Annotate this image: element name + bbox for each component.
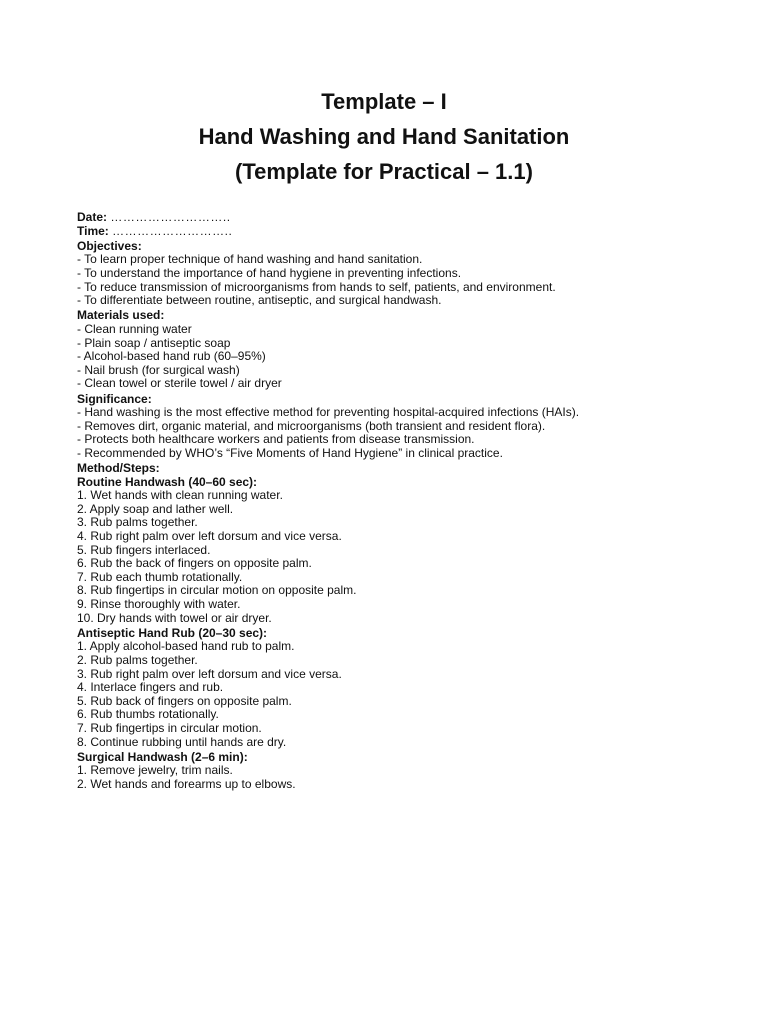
- document-title: [0, 84, 768, 189]
- routine-step: 9. Rinse thoroughly with water.: [77, 597, 241, 611]
- material-item: - Nail brush (for surgical wash): [77, 362, 240, 377]
- date-label: Date:: [77, 210, 108, 224]
- significance-item: - Removes dirt, organic material, and microorganisms (both transient and resident flora).: [77, 418, 546, 433]
- significance-heading: Significance:: [77, 391, 152, 406]
- surgical-heading: Surgical Handwash (2–6 min):: [77, 749, 248, 764]
- significance-item: - Hand washing is the most effective method for preventing hospital-acquired infections (HAIs).: [77, 405, 580, 420]
- routine-step: 10. Dry hands with towel or air dryer.: [77, 610, 272, 625]
- objective-item: - To reduce transmission of microorganisms from hands to self, patients, and environment.: [77, 279, 556, 294]
- time-field: [77, 225, 717, 239]
- date-field: [77, 211, 717, 225]
- objective-item: - To learn proper technique of hand washing and hand sanitation.: [77, 252, 423, 267]
- routine-step: 2. Apply soap and lather well.: [77, 501, 234, 516]
- material-item: - Clean towel or sterile towel / air dryer: [77, 376, 282, 391]
- material-item: - Plain soap / antiseptic soap: [77, 335, 231, 350]
- antiseptic-step: 7. Rub fingertips in circular motion.: [77, 720, 262, 735]
- significance-item: - Protects both healthcare workers and patients from disease transmission.: [77, 432, 475, 447]
- antiseptic-step: 1. Apply alcohol-based hand rub to palm.: [77, 639, 295, 654]
- materials-heading: Materials used:: [77, 308, 165, 323]
- antiseptic-step: 5. Rub back of fingers on opposite palm.: [77, 693, 292, 708]
- date-value: ………………………..: [110, 210, 231, 224]
- time-label: Time:: [77, 223, 109, 238]
- antiseptic-step: 2. Rub palms together.: [77, 652, 198, 667]
- significance-item: - Recommended by WHO’s “Five Moments of Hand Hygiene” in clinical practice.: [77, 445, 503, 460]
- objective-item: - To understand the importance of hand hygiene in preventing infections.: [77, 265, 462, 280]
- material-item: - Alcohol-based hand rub (60–95%): [77, 349, 266, 364]
- routine-step: 8. Rub fingertips in circular motion on opposite palm.: [77, 583, 357, 598]
- antiseptic-heading: Antiseptic Hand Rub (20–30 sec):: [77, 625, 268, 640]
- document-body: [77, 211, 717, 792]
- antiseptic-step: 8. Continue rubbing until hands are dry.: [77, 734, 287, 749]
- method-heading: Method/Steps:: [77, 461, 160, 476]
- routine-heading: Routine Handwash (40–60 sec):: [77, 474, 258, 489]
- surgical-step: 1. Remove jewelry, trim nails.: [77, 763, 233, 778]
- material-item: - Clean running water: [77, 321, 192, 336]
- routine-step: 4. Rub right palm over left dorsum and vice versa.: [77, 529, 342, 544]
- title-line: (Template for Practical – 1.1): [235, 159, 533, 184]
- objective-item: - To differentiate between routine, antiseptic, and surgical handwash.: [77, 293, 442, 308]
- routine-step: 6. Rub the back of fingers on opposite palm.: [77, 556, 312, 571]
- time-value: ………………………..: [112, 223, 233, 238]
- routine-step: 3. Rub palms together.: [77, 515, 198, 530]
- title-line: Hand Washing and Hand Sanitation: [198, 124, 570, 149]
- title-line: Template – I: [321, 89, 447, 114]
- routine-step: 7. Rub each thumb rotationally.: [77, 569, 243, 584]
- surgical-step: 2. Wet hands and forearms up to elbows.: [77, 776, 296, 791]
- routine-step: 5. Rub fingers interlaced.: [77, 542, 211, 557]
- objectives-heading: Objectives:: [77, 238, 142, 253]
- antiseptic-step: 6. Rub thumbs rotationally.: [77, 707, 219, 722]
- antiseptic-step: 3. Rub right palm over left dorsum and vice versa.: [77, 666, 342, 681]
- antiseptic-step: 4. Interlace fingers and rub.: [77, 680, 224, 695]
- routine-step: 1. Wet hands with clean running water.: [77, 488, 283, 503]
